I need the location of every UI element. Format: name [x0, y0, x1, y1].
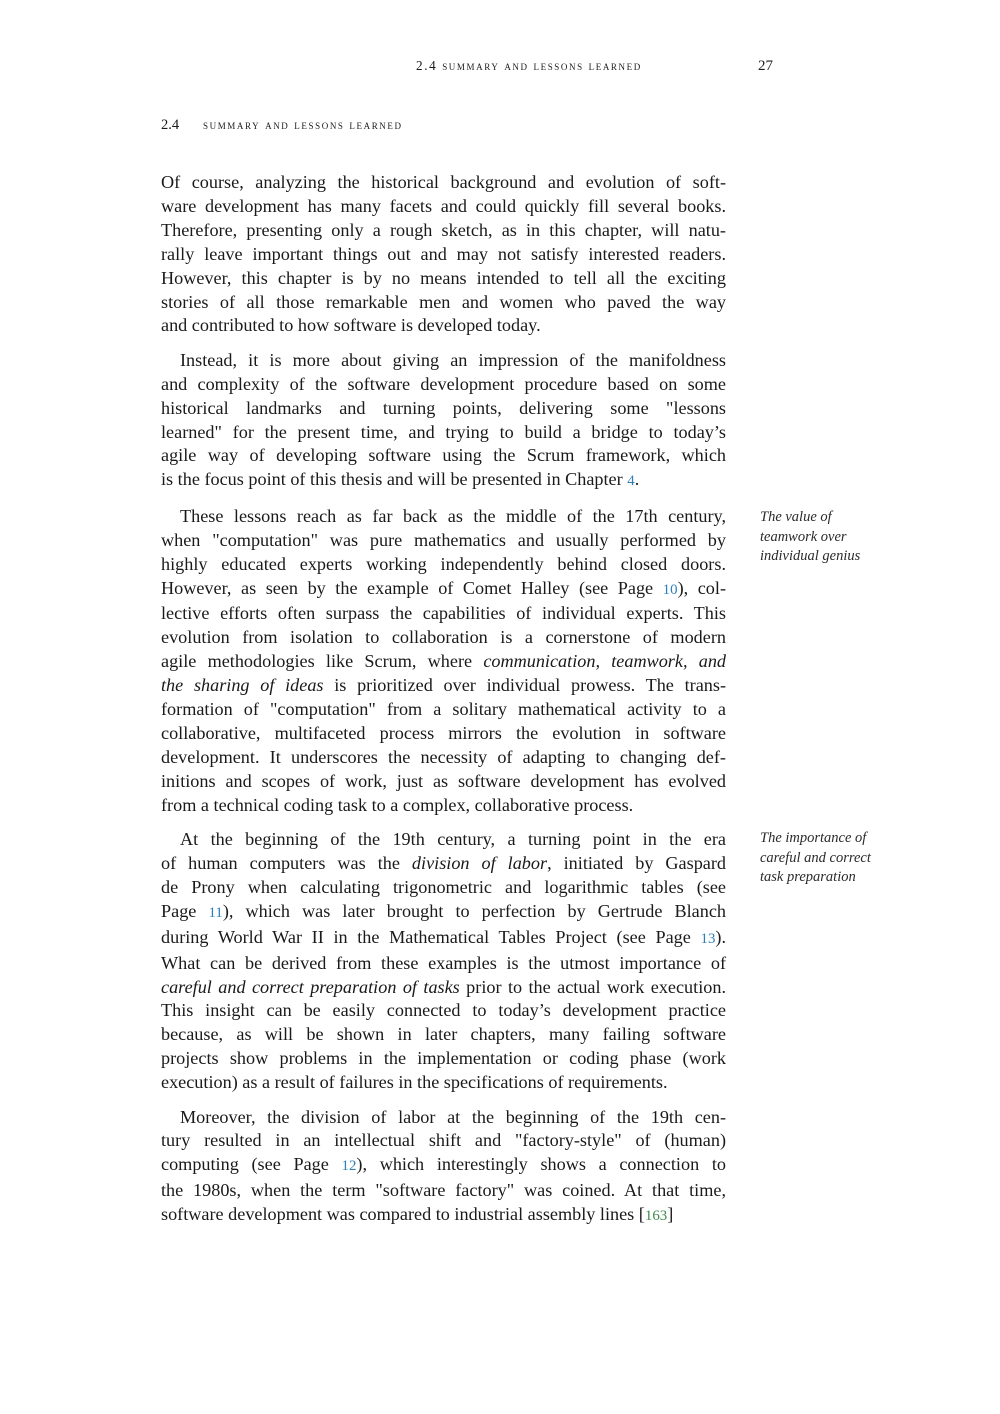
text-line: from a technical coding task to a complex, collaborative process.	[161, 794, 634, 815]
text-line: execution) as a result of failures in the specifications of requirements.	[161, 1072, 668, 1093]
text-line: This insight can be easily connected to today’s development practice	[161, 1000, 726, 1021]
text-line: What can be derived from these examples is the utmost importance of	[161, 952, 726, 973]
text-line: tury resulted in an intellectual shift and "factory-style" of (human)	[161, 1130, 726, 1151]
running-head	[416, 58, 773, 74]
text-line: development. It underscores the necessity of adapting to changing def-	[161, 746, 726, 767]
text-line: collaborative, multifaceted process mirrors the evolution in software	[161, 722, 726, 743]
body-text	[161, 171, 726, 1240]
text-line	[161, 650, 726, 674]
text-line: projects show problems in the implementation or coding phase (work	[161, 1048, 726, 1069]
chapter-reference-link[interactable]: 4	[627, 473, 635, 490]
paragraph	[161, 171, 726, 338]
page-number: 27	[758, 58, 773, 74]
text-line	[161, 674, 726, 698]
margin-note-line: The value of	[760, 509, 832, 525]
text-line: initions and scopes of work, just as software development has evolved	[161, 770, 726, 791]
emphasis: communication, teamwork, and	[483, 651, 727, 672]
text-line: Moreover, the division of labor at the beginning of the 19th cen-	[180, 1106, 726, 1127]
text-line	[161, 900, 726, 926]
text-line: highly educated experts working independently behind closed doors.	[161, 553, 726, 574]
text-line	[161, 577, 726, 603]
margin-note-task-preparation	[760, 829, 890, 888]
text-run: .	[634, 469, 640, 490]
running-head-title: summary and lessons learned	[442, 58, 642, 73]
text-run: ), which was later brought to perfection by Gertrude Blanch	[222, 900, 726, 921]
text-line: de Prony when calculating trigonometric and logarithmic tables (see	[161, 876, 726, 897]
text-line: However, this chapter is by no means intended to tell all the exciting	[161, 267, 726, 288]
text-line: These lessons reach as far back as the middle of the 17th century,	[180, 505, 726, 526]
text-line	[161, 468, 726, 494]
section-heading	[161, 117, 403, 134]
margin-note-line: task preparation	[760, 869, 856, 885]
text-line: stories of all those remarkable men and women who paved the way	[161, 291, 726, 312]
text-run: ]	[667, 1204, 674, 1225]
page-reference-link[interactable]: 10	[662, 581, 678, 598]
text-line: agile way of developing software using the Scrum framework, which	[161, 445, 726, 466]
emphasis: the sharing of ideas	[161, 675, 324, 696]
text-line: Therefore, presenting only a rough sketch, as in this chapter, will natu-	[161, 219, 726, 240]
text-run: computing (see Page	[161, 1154, 342, 1175]
text-run: of human computers was the	[161, 852, 412, 873]
text-line	[161, 976, 726, 1000]
emphasis: division of labor	[411, 852, 548, 873]
page-reference-link[interactable]: 13	[700, 930, 716, 947]
margin-note-line: The importance of	[760, 830, 867, 846]
text-run: , initiated by Gaspard	[547, 852, 727, 873]
text-line: and complexity of the software development procedure based on some	[161, 373, 726, 394]
text-run: Page	[161, 900, 209, 921]
paragraph	[161, 1106, 726, 1230]
text-run: is the focus point of this thesis and will be presented in Chapter	[161, 469, 628, 490]
text-run: However, as seen by the example of Comet Halley (see Page	[161, 577, 663, 598]
text-line: lective efforts often surpass the capabilities of individual experts. This	[161, 603, 726, 624]
text-run: is prioritized over individual prowess. The trans-	[323, 675, 726, 696]
margin-note-line: teamwork over	[760, 528, 847, 545]
page-reference-link[interactable]: 11	[208, 904, 223, 921]
text-run: agile methodologies like Scrum, where	[161, 651, 484, 672]
text-line: Instead, it is more about giving an impression of the manifoldness	[180, 349, 726, 370]
paragraph	[161, 828, 726, 1095]
text-line: historical landmarks and turning points, delivering some "lessons	[161, 397, 726, 418]
paragraph	[161, 505, 726, 818]
emphasis: careful and correct preparation of tasks	[161, 976, 460, 997]
margin-note-teamwork	[760, 508, 890, 567]
margin-note-line: careful and correct	[760, 849, 871, 866]
text-line: because, as will be shown in later chapters, many failing software	[161, 1024, 726, 1045]
text-run: during World War II in the Mathematical Tables Project (see Page	[161, 926, 701, 947]
text-line: At the beginning of the 19th century, a turning point in the era	[180, 829, 726, 850]
text-line: when "computation" was pure mathematics and usually performed by	[161, 529, 726, 550]
text-line: ware development has many facets and could quickly fill several books.	[161, 195, 726, 216]
text-line	[161, 926, 726, 952]
page-reference-link[interactable]: 12	[341, 1158, 357, 1175]
text-line: and contributed to how software is developed today.	[161, 315, 541, 336]
text-line	[161, 1203, 726, 1229]
running-head-section-number: 2.4	[416, 58, 438, 73]
text-run: ).	[715, 926, 726, 947]
text-line: evolution from isolation to collaboration is a cornerstone of modern	[161, 627, 726, 648]
text-line	[161, 1153, 726, 1179]
section-number: 2.4	[161, 117, 180, 133]
text-run: ), col-	[677, 577, 726, 598]
text-line	[161, 852, 726, 876]
text-line: Of course, analyzing the historical background and evolution of soft-	[161, 172, 726, 192]
text-line: rally leave important things out and may not satisfy interested readers.	[161, 243, 726, 264]
text-run: ), which interestingly shows a connection to	[356, 1154, 726, 1175]
margin-note-line: individual genius	[760, 548, 861, 564]
paragraph	[161, 349, 726, 494]
section-title: summary and lessons learned	[203, 117, 403, 132]
text-line: formation of "computation" from a solitary mathematical activity to a	[161, 699, 726, 720]
text-line: the 1980s, when the term "software factory" was coined. At that time,	[161, 1180, 726, 1201]
citation-link[interactable]: 163	[644, 1208, 668, 1225]
text-run: prior to the actual work execution.	[459, 976, 726, 997]
text-line: learned" for the present time, and trying to build a bridge to today’s	[161, 421, 726, 442]
text-run: software development was compared to industrial assembly lines [	[161, 1204, 645, 1225]
